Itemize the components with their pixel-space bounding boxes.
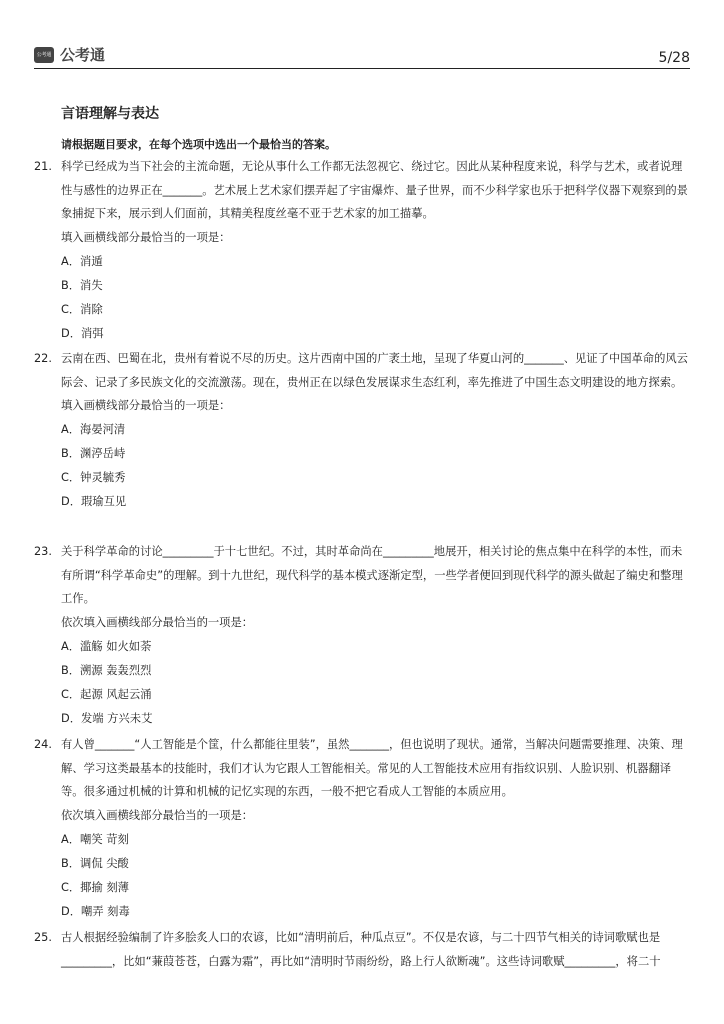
option-d[interactable]: D．瑕瑜互见 — [61, 495, 127, 508]
option-d[interactable]: D．发端 方兴未艾 — [61, 711, 153, 725]
logo-text: 公考通 — [60, 46, 106, 64]
question-prompt: 填入画横线部分最恰当的一项是： — [61, 399, 231, 412]
section-title: 言语理解与表达 — [61, 106, 159, 122]
question-24 — [34, 738, 690, 924]
question-stem: 有人曾_______“人工智能是个筐，什么都能往里装”，虽然_______，但也说明了现状。通常，当解决问题需要推理、决策、理解、学习这类最基本的技能时，我们才认为它跟人工智能相关。常见的人工智能技术应用有指纹识别、人脸识别、机器翻译等。很多通过机械的计算和机械的记忆实现的东西，一般不把它看成人工智能的本质应用。 — [61, 738, 683, 798]
option-a[interactable]: A．消遁 — [61, 254, 103, 268]
question-number: 25. — [34, 931, 52, 944]
question-22 — [34, 352, 690, 514]
question-stem: 古人根据经验编制了许多脍炙人口的农谚，比如“清明前后，种瓜点豆”。不仅是农谚，与二十四节气相关的诗词歌赋也是_________，比如“蒹葭苍苍，白露为霜”，再比如“清明时节雨纷纷，路上行人欲断魂”。这些诗词歌赋_________，将二十 — [61, 931, 661, 968]
option-a[interactable]: A．海晏河清 — [61, 423, 126, 436]
logo-badge: 公考通 — [34, 47, 54, 63]
question-stem: 关于科学革命的讨论_________于十七世纪。不过，其时革命尚在_________地展开，相关讨论的焦点集中在科学的本性，而未有所谓“科学革命史”的理解。到十九世纪，现代科学的基本模式逐渐定型，一些学者便回到现代科学的源头做起了编史和整理工作。 — [61, 545, 683, 605]
question-prompt: 依次填入画横线部分最恰当的一项是： — [61, 808, 254, 822]
option-a[interactable]: A．滥觞 如火如荼 — [61, 639, 152, 653]
option-b[interactable]: B．调侃 尖酸 — [61, 856, 129, 870]
option-d[interactable]: D．消弭 — [61, 326, 104, 340]
option-c[interactable]: C．揶揄 刻薄 — [61, 880, 129, 894]
question-prompt: 依次填入画横线部分最恰当的一项是： — [61, 615, 254, 629]
option-b[interactable]: B．溯源 轰轰烈烈 — [61, 663, 152, 677]
question-stem: 云南在西、巴蜀在北，贵州有着说不尽的历史。这片西南中国的广袤土地，呈现了华夏山河的_______、见证了中国革命的风云际会、记录了多民族文化的交流激荡。现在，贵州正在以绿色发展谋求生态红利，率先推进了中国生态文明建设的地方探索。 — [61, 352, 688, 389]
question-prompt: 填入画横线部分最恰当的一项是： — [61, 230, 231, 244]
option-c[interactable]: C．消除 — [61, 302, 103, 316]
option-d[interactable]: D．嘲弄 刻毒 — [61, 904, 130, 918]
page-header — [34, 42, 690, 70]
option-c[interactable]: C．起源 风起云涌 — [61, 687, 152, 701]
option-b[interactable]: B．渊渟岳峙 — [61, 447, 126, 460]
question-number: 22. — [34, 352, 52, 365]
instruction-text: 请根据题目要求，在每个选项中选出一个最恰当的答案。 — [61, 138, 336, 151]
question-25 — [34, 931, 690, 973]
option-a[interactable]: A．嘲笑 苛刻 — [61, 832, 129, 846]
question-23 — [34, 545, 690, 731]
question-number: 23. — [34, 545, 52, 558]
question-number: 21. — [34, 160, 52, 173]
question-21 — [34, 160, 690, 346]
logo — [34, 44, 105, 65]
header-divider — [34, 68, 690, 69]
option-c[interactable]: C．钟灵毓秀 — [61, 471, 126, 484]
question-number: 24. — [34, 738, 52, 751]
option-b[interactable]: B．消失 — [61, 278, 103, 292]
page-number: 5/28 — [658, 50, 690, 66]
question-stem: 科学已经成为当下社会的主流命题，无论从事什么工作都无法忽视它、绕过它。因此从某种程度来说，科学与艺术，或者说理性与感性的边界正在_______。艺术展上艺术家们摆弄起了宇宙爆炸、量子世界，而不少科学家也乐于把科学仪器下观察到的景象捕捉下来，展示到人们面前，其精美程度丝毫不亚于艺术家的加工描摹。 — [61, 160, 688, 220]
